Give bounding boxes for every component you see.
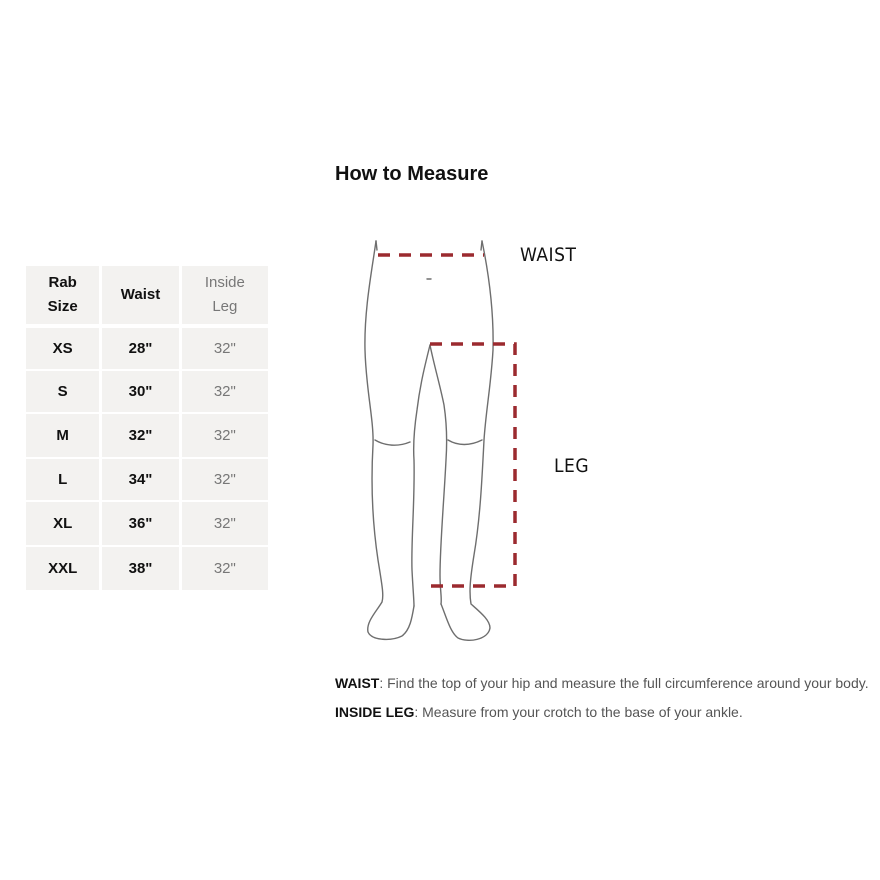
table-row (26, 502, 268, 547)
leg-cell: 32" (182, 414, 268, 459)
size-cell: M (26, 414, 102, 459)
measure-notes (335, 669, 880, 727)
header-inside-leg: Inside Leg (182, 266, 268, 328)
size-cell: XL (26, 502, 102, 547)
inside-leg-note-term: INSIDE LEG (335, 704, 415, 720)
legs-outline (365, 241, 493, 640)
header-waist: Waist (102, 266, 181, 328)
waist-cell: 32" (102, 414, 181, 459)
leg-cell: 32" (182, 547, 268, 592)
size-cell: S (26, 371, 102, 414)
size-cell: L (26, 459, 102, 502)
waist-cell: 36" (102, 502, 181, 547)
waist-note-term: WAIST (335, 675, 380, 691)
leg-cell: 32" (182, 371, 268, 414)
leg-cell: 32" (182, 459, 268, 502)
table-row (26, 371, 268, 414)
table-row (26, 328, 268, 371)
leg-cell: 32" (182, 328, 268, 371)
leg-measure-line (430, 344, 515, 586)
waist-label: WAIST (520, 244, 577, 266)
table-header-row (26, 266, 268, 328)
size-cell: XXL (26, 547, 102, 592)
waist-cell: 34" (102, 459, 181, 502)
waist-note-text: : Find the top of your hip and measure the full circumference around your body. (379, 675, 869, 691)
leg-cell: 32" (182, 502, 268, 547)
waist-cell: 38" (102, 547, 181, 592)
inside-leg-note (335, 698, 880, 727)
header-size: Rab Size (26, 266, 102, 328)
inside-leg-note-text: : Measure from your crotch to the base of your ankle. (414, 704, 743, 720)
table-row (26, 459, 268, 502)
page-title: How to Measure (335, 163, 489, 185)
waist-note (335, 669, 880, 698)
table-row (26, 414, 268, 459)
measure-lines (378, 255, 515, 586)
size-chart-table (26, 266, 268, 592)
waist-cell: 30" (102, 371, 181, 414)
table-row (26, 547, 268, 592)
waist-cell: 28" (102, 328, 181, 371)
leg-label: LEG (554, 455, 590, 477)
size-cell: XS (26, 328, 102, 371)
legs-measurement-diagram (340, 230, 620, 650)
